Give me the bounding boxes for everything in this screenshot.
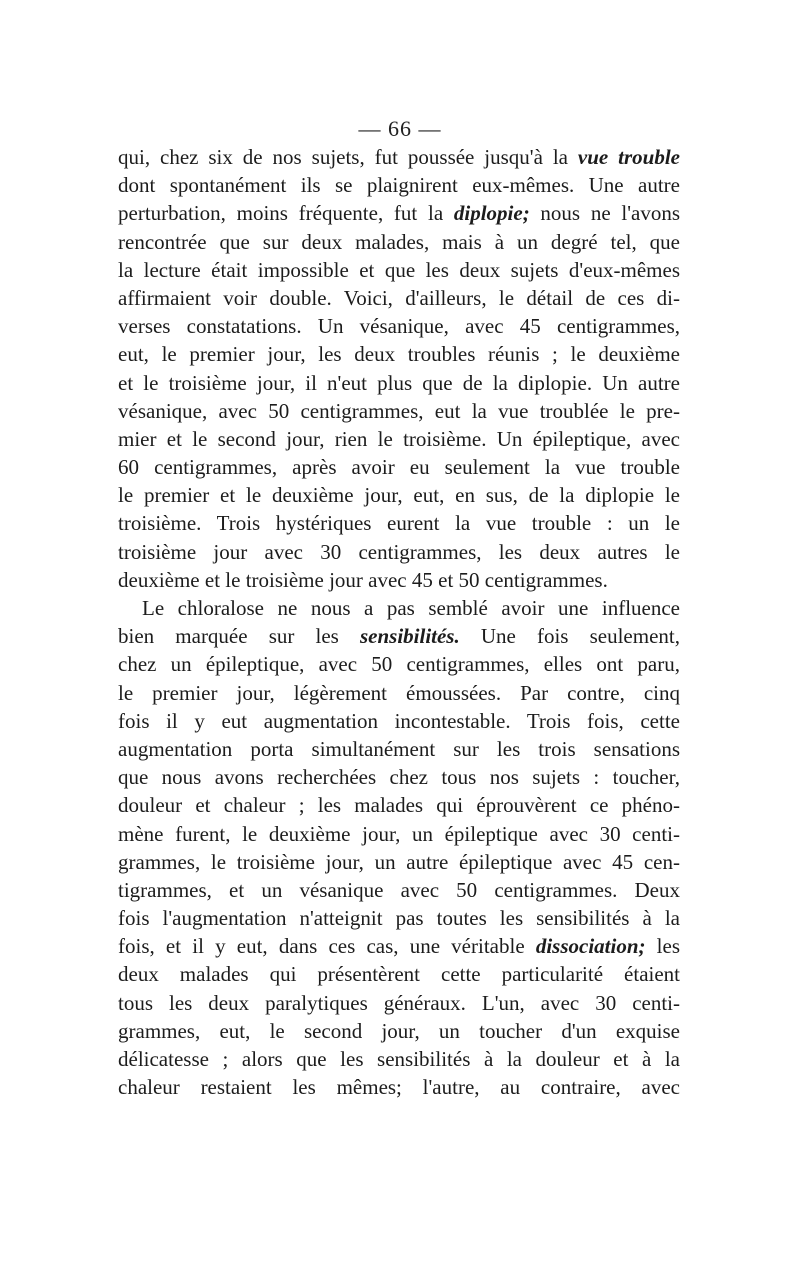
text-line: affirmaient voir double. Voici, d'ailleurs, le détail de ces di- [118,285,680,310]
text-line: mène furent, le deuxième jour, un épileptique avec 30 centi- [118,821,680,846]
text-line [118,143,680,171]
text-line: douleur et chaleur ; les malades qui éprouvèrent ce phéno- [118,793,680,818]
text-run: les [645,934,680,959]
text-line: mier et le second jour, rien le troisième. Un épileptique, avec [118,426,680,451]
page-number: — 66 — [358,116,442,141]
text-run: qui, chez six de nos sujets, fut poussée jusqu'à la [118,145,578,169]
italic-term: vue trouble [577,145,680,169]
text-line: eut, le premier jour, les deux troubles réunis ; le deuxième [118,342,680,367]
paragraph-start-line: Le chloralose ne nous a pas semblé avoir une influence [142,596,680,620]
text-run: Une fois seulement, [459,624,680,649]
text-line: vésanique, avec 50 centigrammes, eut la vue troublée le pre- [118,398,680,423]
text-line [118,622,680,650]
text-line: le premier et le deuxième jour, eut, en sus, de la diplopie le [118,483,680,508]
text-line: et le troisième jour, il n'eut plus que de la diplopie. Un autre [118,370,680,395]
text-line: que nous avons recherchées chez tous nos sujets : toucher, [118,765,680,790]
text-line [118,199,680,227]
text-line: la lecture était impossible et que les deux sujets d'eux-mêmes [118,257,680,282]
text-line: deux malades qui présentèrent cette particularité étaient [118,962,680,987]
text-line: augmentation porta simultanément sur les trois sensations [118,736,680,761]
text-run: perturbation, moins fréquente, fut la [118,201,454,226]
italic-term: diplopie; [453,201,530,226]
text-line: grammes, eut, le second jour, un toucher d'un exquise [118,1018,680,1043]
text-line: 60 centigrammes, après avoir eu seulement la vue trouble [118,455,680,480]
italic-term: dissociation; [535,934,646,959]
text-line: tigrammes, et un vésanique avec 50 centigrammes. Deux [118,877,680,902]
text-line [118,932,680,960]
text-line: grammes, le troisième jour, un autre épileptique avec 45 cen- [118,849,680,874]
text-line: délicatesse ; alors que les sensibilités à la douleur et à la [118,1047,680,1071]
text-line: chez un épileptique, avec 50 centigrammes, elles ont paru, [118,652,680,677]
text-line: le premier jour, légèrement émoussées. Par contre, cinq [118,680,680,705]
text-run: nous ne l'avons [529,201,680,226]
text-line: fois il y eut augmentation incontestable. Trois fois, cette [118,708,680,733]
text-line: fois l'augmentation n'atteignit pas toutes les sensibilités à la [118,906,680,931]
body-text [118,143,680,1101]
text-line: troisième jour avec 30 centigrammes, les deux autres le [118,539,680,564]
text-run: fois, et il y eut, dans ces cas, une véritable [118,934,536,959]
text-line: rencontrée que sur deux malades, mais à un degré tel, que [118,229,680,254]
text-line: deuxième et le troisième jour avec 45 et 50 centigrammes. [118,567,608,592]
text-line: tous les deux paralytiques généraux. L'un, avec 30 centi- [118,990,680,1015]
text-line: dont spontanément ils se plaignirent eux-mêmes. Une autre [118,173,680,198]
italic-term: sensibilités. [359,624,460,649]
text-line: chaleur restaient les mêmes; l'autre, au contraire, avec [118,1075,680,1100]
text-line: verses constatations. Un vésanique, avec 45 centigrammes, [118,314,680,339]
text-run: bien marquée sur les [118,624,360,649]
text-line: troisième. Trois hystériques eurent la vue trouble : un le [118,511,680,536]
